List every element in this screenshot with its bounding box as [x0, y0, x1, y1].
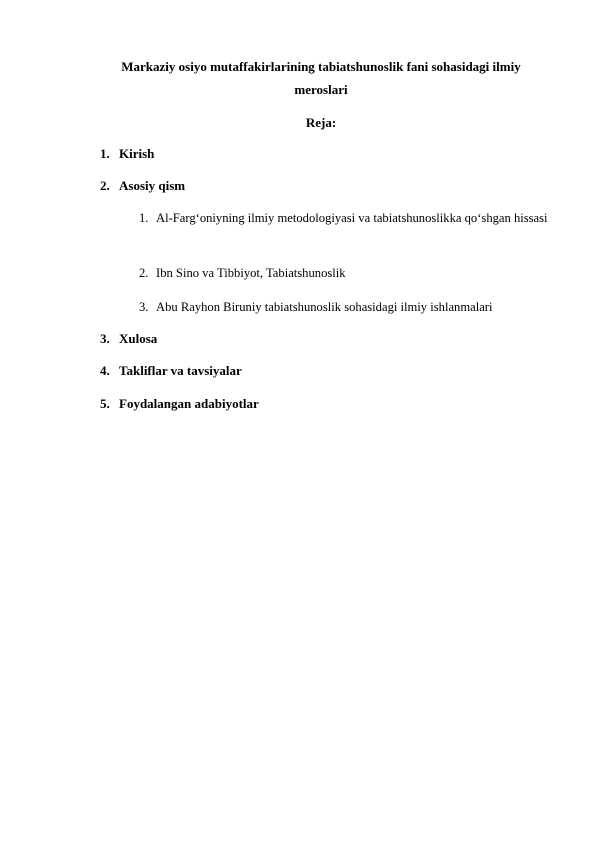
list-item-number: 1.: [100, 146, 110, 161]
list-item-5: [100, 395, 259, 413]
list-item-label: Foydalangan adabiyotlar: [119, 396, 259, 411]
list-item-label: Asosiy qism: [119, 178, 186, 193]
list-item-2: [100, 177, 185, 195]
list-item-3: [100, 330, 157, 348]
list-item-label: Kirish: [119, 146, 155, 161]
sublist-item-number: 1.: [139, 211, 149, 225]
sublist-item-label: Abu Rayhon Biruniy tabiatshunoslik sohasidagi ilmiy ishlanmalari: [156, 300, 493, 314]
list-item-number: 5.: [100, 396, 110, 411]
plan-heading: Reja:: [305, 115, 337, 130]
list-item-number: 2.: [100, 178, 110, 193]
list-item-label: Takliflar va tavsiyalar: [119, 363, 242, 378]
sublist-item-2: [139, 262, 569, 285]
sublist-item-label: Al-Farg‘oniyning ilmiy metodologiyasi va tabiatshunoslikka qo‘shgan hissasi: [156, 211, 548, 225]
list-item-1: [100, 145, 154, 163]
document-title: Markaziy osiyo mutaffakirlarining tabiatshunoslik fani sohasidagi ilmiy meroslari: [121, 59, 521, 97]
sublist-item-1: [139, 207, 569, 230]
sublist-item-number: 2.: [139, 266, 149, 280]
sublist-item-label: Ibn Sino va Tibbiyot, Tabiatshunoslik: [156, 266, 346, 280]
list-item-label: Xulosa: [119, 331, 158, 346]
list-item-number: 4.: [100, 363, 110, 378]
list-item-number: 3.: [100, 331, 110, 346]
sublist-item-number: 3.: [139, 300, 149, 314]
sublist-item-3: [139, 296, 569, 319]
list-item-4: [100, 362, 242, 380]
